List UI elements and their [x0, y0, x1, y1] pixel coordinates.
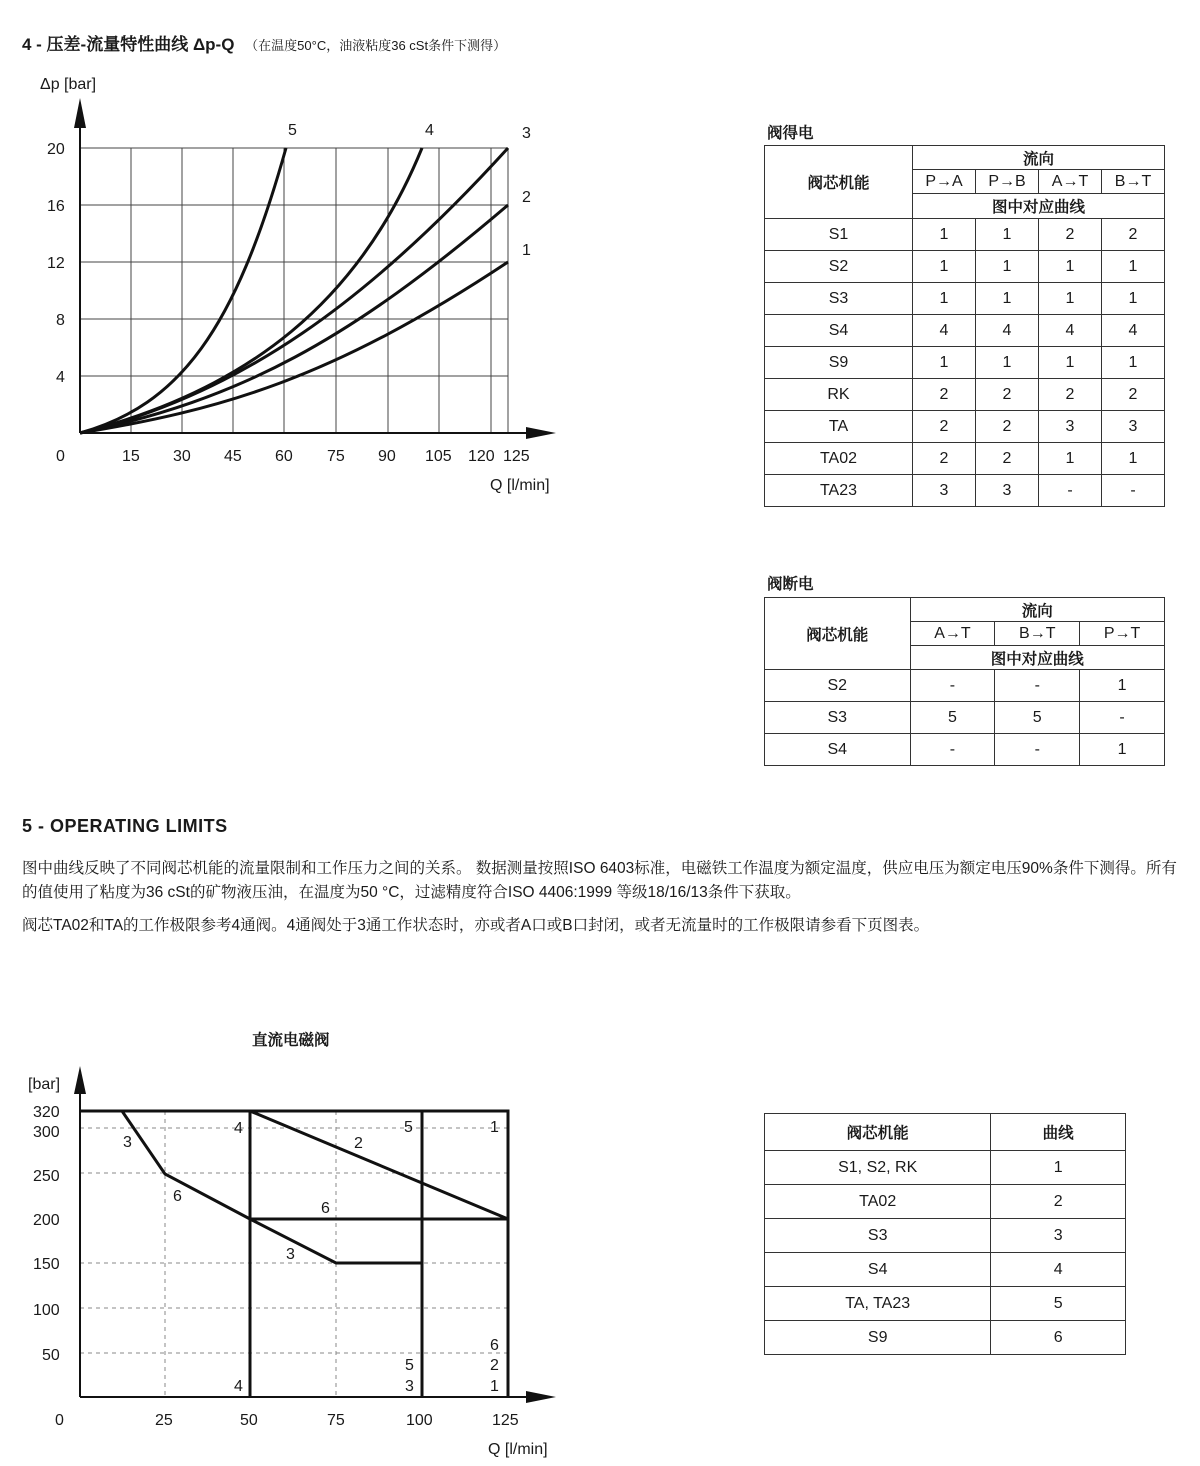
spool-cell: S2 — [765, 670, 911, 702]
value-cell: - — [1080, 702, 1165, 734]
x-tick-30: 30 — [173, 448, 191, 465]
curve-5 — [80, 148, 286, 433]
y-axis-label: [bar] — [28, 1076, 61, 1093]
spool-cell: S9 — [765, 347, 913, 379]
line-label-3: 3 — [123, 1134, 132, 1151]
table-row — [765, 411, 1165, 443]
line-label-6: 6 — [321, 1200, 330, 1217]
dir-cell: P→T — [1080, 622, 1165, 646]
spool-cell: S4 — [765, 1253, 991, 1287]
y-tick-8: 8 — [56, 312, 65, 329]
spool-cell: RK — [765, 379, 913, 411]
y-tick-0: 0 — [56, 448, 65, 465]
value-cell: 6 — [991, 1321, 1126, 1355]
value-cell: 5 — [910, 702, 995, 734]
value-cell: 1 — [1080, 670, 1165, 702]
line-label-1: 1 — [490, 1378, 499, 1395]
line-label-3: 3 — [286, 1246, 295, 1263]
x-tick-90: 90 — [378, 448, 396, 465]
line-label-3: 3 — [405, 1378, 414, 1395]
value-cell: 2 — [913, 443, 976, 475]
value-cell: 1 — [1102, 347, 1165, 379]
section-5-paragraph-1: 图中曲线反映了不同阀芯机能的流量限制和工作压力之间的关系。 数据测量按照ISO 6403标准，电磁铁工作温度为额定温度，供应电压为额定电压90%条件下测得。所有的值使用了粘度为36 cSt的矿物液压油，在温度为50 °C，过滤精度符合ISO 4406:1999 等级18/16/13条件下获取。 — [22, 860, 1177, 901]
dp-q-chart — [0, 60, 600, 510]
value-cell: 2 — [913, 379, 976, 411]
curve-label-3: 3 — [522, 125, 531, 142]
table-row — [765, 379, 1165, 411]
curve-label-1: 1 — [522, 242, 531, 259]
value-cell: - — [910, 734, 995, 766]
value-cell: 1 — [1102, 283, 1165, 315]
chart1-axes — [80, 108, 540, 433]
x-tick-75: 75 — [327, 1412, 345, 1429]
table-row — [765, 734, 1165, 766]
header-curve: 曲线 — [991, 1114, 1126, 1151]
value-cell: 2 — [1039, 379, 1102, 411]
line-label-5: 5 — [405, 1357, 414, 1374]
spool-cell: TA — [765, 411, 913, 443]
value-cell: 3 — [976, 475, 1039, 507]
curve-3 — [80, 148, 508, 433]
limit-line-3 — [122, 1111, 422, 1263]
curve-1 — [80, 262, 508, 433]
value-cell: 3 — [1039, 411, 1102, 443]
value-cell: 3 — [913, 475, 976, 507]
value-cell: 5 — [995, 702, 1080, 734]
spool-cell: S3 — [765, 702, 911, 734]
y-tick-300: 300 — [33, 1124, 60, 1141]
value-cell: 2 — [991, 1185, 1126, 1219]
spool-cell: S3 — [765, 1219, 991, 1253]
section-4-title: 4 - 压差-流量特性曲线 Δp-Q — [22, 35, 235, 54]
spool-cell: TA, TA23 — [765, 1287, 991, 1321]
x-tick-15: 15 — [122, 448, 140, 465]
table-row — [765, 315, 1165, 347]
line-label-2: 2 — [490, 1357, 499, 1374]
header-flow: 流向 — [913, 146, 1165, 170]
spool-cell: S2 — [765, 251, 913, 283]
value-cell: 2 — [913, 411, 976, 443]
table-row — [765, 1151, 1126, 1185]
value-cell: 2 — [1102, 219, 1165, 251]
x-tick-125: 125 — [492, 1412, 519, 1429]
value-cell: 2 — [1102, 379, 1165, 411]
x-tick-60: 60 — [275, 448, 293, 465]
table-energized — [764, 145, 1165, 507]
spool-cell: S4 — [765, 734, 911, 766]
y-tick-150: 150 — [33, 1256, 60, 1273]
y-tick-16: 16 — [47, 198, 65, 215]
limit-line-2 — [250, 1111, 508, 1219]
value-cell: 2 — [976, 411, 1039, 443]
value-cell: 1 — [1039, 251, 1102, 283]
y-tick-50: 50 — [42, 1347, 60, 1364]
x-tick-0: 0 — [55, 1412, 64, 1429]
curve-label-5: 5 — [288, 122, 297, 139]
spool-cell: TA02 — [765, 443, 913, 475]
x-tick-25: 25 — [155, 1412, 173, 1429]
header-curve: 图中对应曲线 — [913, 194, 1165, 219]
y-tick-320: 320 — [33, 1104, 60, 1121]
y-axis-arrow — [74, 1066, 86, 1094]
value-cell: 1 — [1102, 443, 1165, 475]
header-func: 阀芯机能 — [765, 146, 913, 219]
line-label-4: 4 — [234, 1120, 243, 1137]
table-row — [765, 702, 1165, 734]
table-row — [765, 283, 1165, 315]
x-tick-125: 125 — [503, 448, 530, 465]
x-axis-label: Q [l/min] — [490, 477, 550, 494]
value-cell: 1 — [913, 347, 976, 379]
value-cell: - — [995, 670, 1080, 702]
chart2-axes — [80, 1078, 540, 1397]
spool-cell: S1, S2, RK — [765, 1151, 991, 1185]
table-operating-limits — [764, 1113, 1126, 1355]
value-cell: - — [1102, 475, 1165, 507]
table-row — [765, 219, 1165, 251]
spool-cell: S4 — [765, 315, 913, 347]
value-cell: 3 — [991, 1219, 1126, 1253]
dir-cell: A→T — [910, 622, 995, 646]
y-tick-4: 4 — [56, 369, 65, 386]
x-tick-120: 120 — [468, 448, 495, 465]
value-cell: 1 — [976, 251, 1039, 283]
x-tick-75: 75 — [327, 448, 345, 465]
y-axis-label: Δp [bar] — [40, 76, 97, 93]
value-cell: - — [995, 734, 1080, 766]
value-cell: 4 — [976, 315, 1039, 347]
value-cell: 1 — [913, 283, 976, 315]
header-curve: 图中对应曲线 — [910, 646, 1164, 670]
x-axis-arrow — [526, 1391, 556, 1403]
table-on-caption: 阀得电 — [767, 125, 814, 142]
section-5-paragraph-2: 阀芯TA02和TA的工作极限参考4通阀。4通阀处于3通工作状态时，亦或者A口或B口封闭，或者无流量时的工作极限请参看下页图表。 — [22, 917, 930, 934]
x-tick-105: 105 — [425, 448, 452, 465]
table-row — [765, 475, 1165, 507]
x-axis-label: Q [l/min] — [488, 1441, 548, 1458]
line-label-6: 6 — [490, 1337, 499, 1354]
table-row — [765, 1321, 1126, 1355]
x-axis-arrow — [526, 427, 556, 439]
value-cell: - — [1039, 475, 1102, 507]
value-cell: 5 — [991, 1287, 1126, 1321]
dir-cell: B→T — [1102, 170, 1165, 194]
table-row — [765, 1219, 1126, 1253]
value-cell: 4 — [913, 315, 976, 347]
line-label-1: 1 — [490, 1119, 499, 1136]
chart1-curves — [80, 148, 508, 433]
dir-cell: A→T — [1039, 170, 1102, 194]
spool-cell: TA23 — [765, 475, 913, 507]
value-cell: 2 — [976, 379, 1039, 411]
spool-cell: TA02 — [765, 1185, 991, 1219]
value-cell: 1 — [913, 219, 976, 251]
value-cell: 2 — [976, 443, 1039, 475]
value-cell: 1 — [913, 251, 976, 283]
y-axis-arrow — [74, 98, 86, 128]
line-label-5: 5 — [404, 1119, 413, 1136]
x-tick-50: 50 — [240, 1412, 258, 1429]
value-cell: 2 — [1039, 219, 1102, 251]
y-tick-200: 200 — [33, 1212, 60, 1229]
y-tick-250: 250 — [33, 1168, 60, 1185]
value-cell: 1 — [1039, 283, 1102, 315]
value-cell: 4 — [1039, 315, 1102, 347]
y-tick-100: 100 — [33, 1302, 60, 1319]
dir-cell: P→B — [976, 170, 1039, 194]
dir-cell: B→T — [995, 622, 1080, 646]
value-cell: 4 — [1102, 315, 1165, 347]
section-5-title: 5 - OPERATING LIMITS — [22, 816, 228, 836]
spool-cell: S3 — [765, 283, 913, 315]
table-off-caption: 阀断电 — [767, 576, 814, 593]
chart2-title: 直流电磁阀 — [252, 1032, 330, 1049]
value-cell: 1 — [1080, 734, 1165, 766]
line-label-4: 4 — [234, 1378, 243, 1395]
table-row — [765, 347, 1165, 379]
table-row — [765, 1185, 1126, 1219]
line-label-2: 2 — [354, 1135, 363, 1152]
value-cell: 1 — [1039, 443, 1102, 475]
header-flow: 流向 — [910, 598, 1164, 622]
value-cell: 3 — [1102, 411, 1165, 443]
table-row — [765, 251, 1165, 283]
header-func: 阀芯机能 — [765, 1114, 991, 1151]
value-cell: 4 — [991, 1253, 1126, 1287]
section-4-note: （在温度50°C，油液粘度36 cSt条件下测得） — [245, 38, 507, 53]
table-row — [765, 1287, 1126, 1321]
value-cell: 1 — [976, 219, 1039, 251]
x-tick-45: 45 — [224, 448, 242, 465]
table-row — [765, 443, 1165, 475]
line-label-6: 6 — [173, 1188, 182, 1205]
x-tick-100: 100 — [406, 1412, 433, 1429]
table-row — [765, 670, 1165, 702]
dir-cell: P→A — [913, 170, 976, 194]
operating-limits-chart — [0, 1060, 600, 1466]
value-cell: 1 — [976, 347, 1039, 379]
spool-cell: S1 — [765, 219, 913, 251]
value-cell: - — [910, 670, 995, 702]
value-cell: 1 — [976, 283, 1039, 315]
header-func: 阀芯机能 — [765, 598, 911, 670]
value-cell: 1 — [991, 1151, 1126, 1185]
table-de-energized — [764, 597, 1165, 766]
value-cell: 1 — [1102, 251, 1165, 283]
value-cell: 1 — [1039, 347, 1102, 379]
y-tick-20: 20 — [47, 141, 65, 158]
table-row — [765, 1253, 1126, 1287]
y-tick-12: 12 — [47, 255, 65, 272]
spool-cell: S9 — [765, 1321, 991, 1355]
chart1-grid — [80, 148, 508, 433]
curve-label-4: 4 — [425, 122, 434, 139]
section-4-heading — [22, 30, 506, 55]
curve-label-2: 2 — [522, 189, 531, 206]
